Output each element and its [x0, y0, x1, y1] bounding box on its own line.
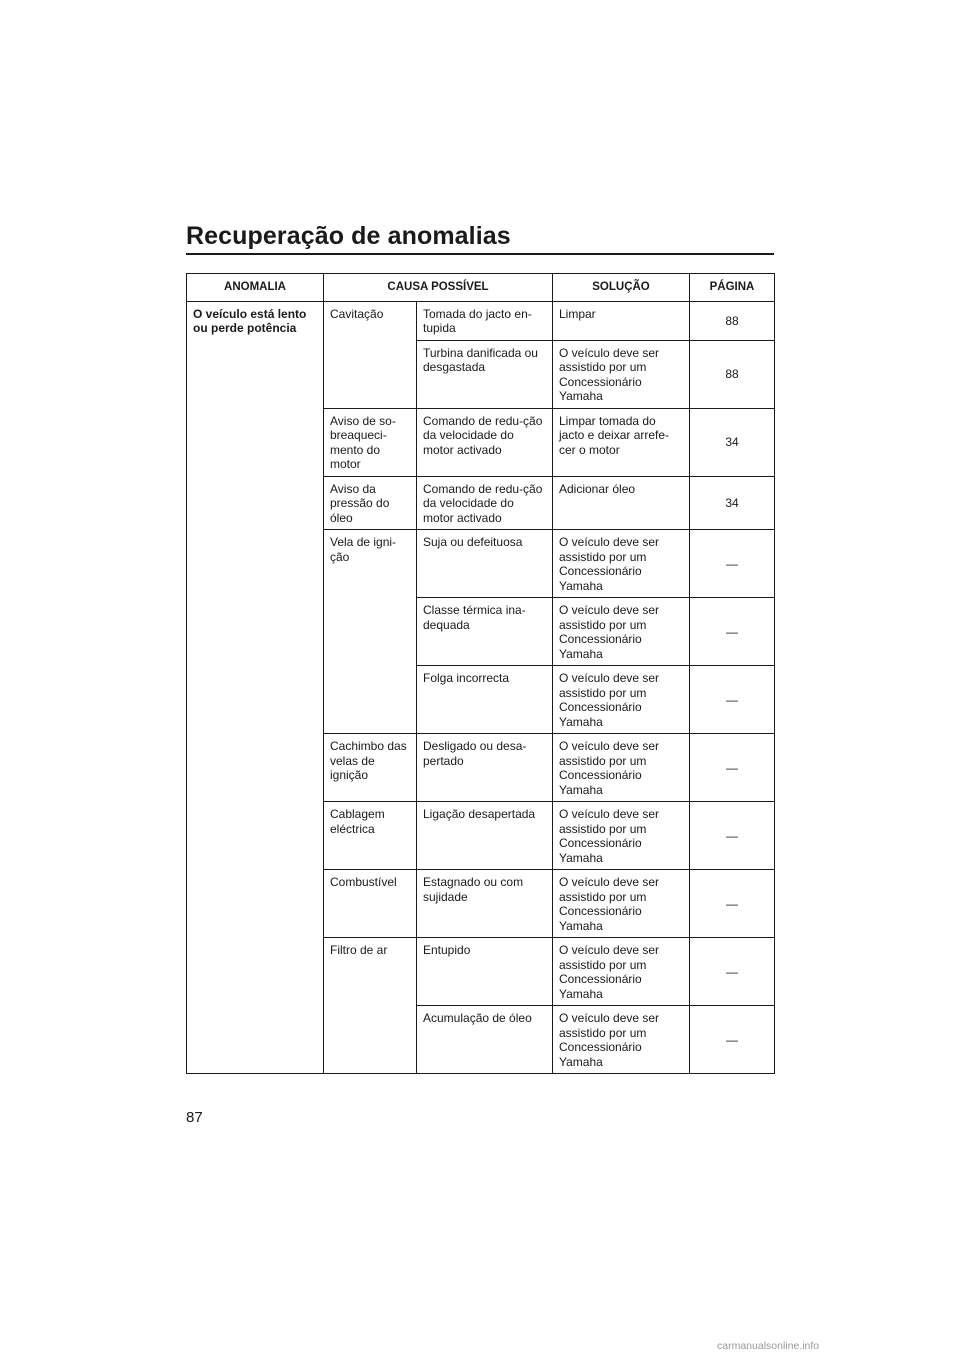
page-cell: 88	[690, 340, 775, 408]
header-anomaly: ANOMALIA	[187, 274, 324, 302]
cause-detail-cell: Comando de redu-ção da velocidade do motor activado	[417, 476, 553, 530]
page-cell: —	[690, 938, 775, 1006]
cause-detail-cell: Acumulação de óleo	[417, 1006, 553, 1074]
page-cell: —	[690, 870, 775, 938]
page-cell: —	[690, 530, 775, 598]
cause-cell: Cavitação	[324, 301, 417, 408]
cause-detail-cell: Entupido	[417, 938, 553, 1006]
solution-cell: O veículo deve ser assistido por um Concessionário Yamaha	[553, 666, 690, 734]
cause-detail-cell: Folga incorrecta	[417, 666, 553, 734]
page-cell: —	[690, 734, 775, 802]
page-cell: —	[690, 1006, 775, 1074]
solution-cell: O veículo deve ser assistido por um Concessionário Yamaha	[553, 734, 690, 802]
cause-detail-cell: Desligado ou desa-pertado	[417, 734, 553, 802]
solution-cell: O veículo deve ser assistido por um Concessionário Yamaha	[553, 530, 690, 598]
cause-cell: Combustível	[324, 870, 417, 938]
table-body	[187, 301, 775, 1074]
solution-cell: Limpar tomada do jacto e deixar arrefe-cer o motor	[553, 408, 690, 476]
cause-detail-cell: Suja ou defeituosa	[417, 530, 553, 598]
page-cell: 34	[690, 408, 775, 476]
header-page: PÁGINA	[690, 274, 775, 302]
cause-cell: Aviso de so-breaqueci-mento do motor	[324, 408, 417, 476]
page-cell: 34	[690, 476, 775, 530]
cause-cell: Cachimbo das velas de ignição	[324, 734, 417, 802]
watermark: carmanualsonline.info	[717, 1340, 820, 1352]
solution-cell: O veículo deve ser assistido por um Concessionário Yamaha	[553, 870, 690, 938]
solution-cell: O veículo deve ser assistido por um Concessionário Yamaha	[553, 938, 690, 1006]
page-title: Recuperação de anomalias	[186, 222, 511, 250]
solution-cell: Adicionar óleo	[553, 476, 690, 530]
cause-detail-cell: Classe térmica ina-dequada	[417, 598, 553, 666]
solution-cell: O veículo deve ser assistido por um Concessionário Yamaha	[553, 802, 690, 870]
cause-detail-cell: Comando de redu-ção da velocidade do motor activado	[417, 408, 553, 476]
cause-cell: Vela de igni-ção	[324, 530, 417, 734]
solution-cell: O veículo deve ser assistido por um Concessionário Yamaha	[553, 598, 690, 666]
solution-cell: O veículo deve ser assistido por um Concessionário Yamaha	[553, 1006, 690, 1074]
cause-detail-cell: Tomada do jacto en-tupida	[417, 301, 553, 340]
anomaly-cell: O veículo está lento ou perde potência	[187, 301, 324, 1074]
solution-cell: Limpar	[553, 301, 690, 340]
cause-cell: Aviso da pressão do óleo	[324, 476, 417, 530]
table-header-row	[187, 274, 775, 302]
cause-cell: Cablagem eléctrica	[324, 802, 417, 870]
page-cell: —	[690, 598, 775, 666]
page-number: 87	[186, 1109, 203, 1126]
table-row	[187, 301, 775, 340]
header-cause: CAUSA POSSÍVEL	[324, 274, 553, 302]
troubleshooting-table	[186, 273, 775, 1074]
cause-cell: Filtro de ar	[324, 938, 417, 1074]
cause-detail-cell: Ligação desapertada	[417, 802, 553, 870]
page-cell: —	[690, 802, 775, 870]
header-solution: SOLUÇÃO	[553, 274, 690, 302]
cause-detail-cell: Estagnado ou com sujidade	[417, 870, 553, 938]
title-rule	[186, 253, 774, 255]
page-cell: —	[690, 666, 775, 734]
page-cell: 88	[690, 301, 775, 340]
cause-detail-cell: Turbina danificada ou desgastada	[417, 340, 553, 408]
solution-cell: O veículo deve ser assistido por um Concessionário Yamaha	[553, 340, 690, 408]
